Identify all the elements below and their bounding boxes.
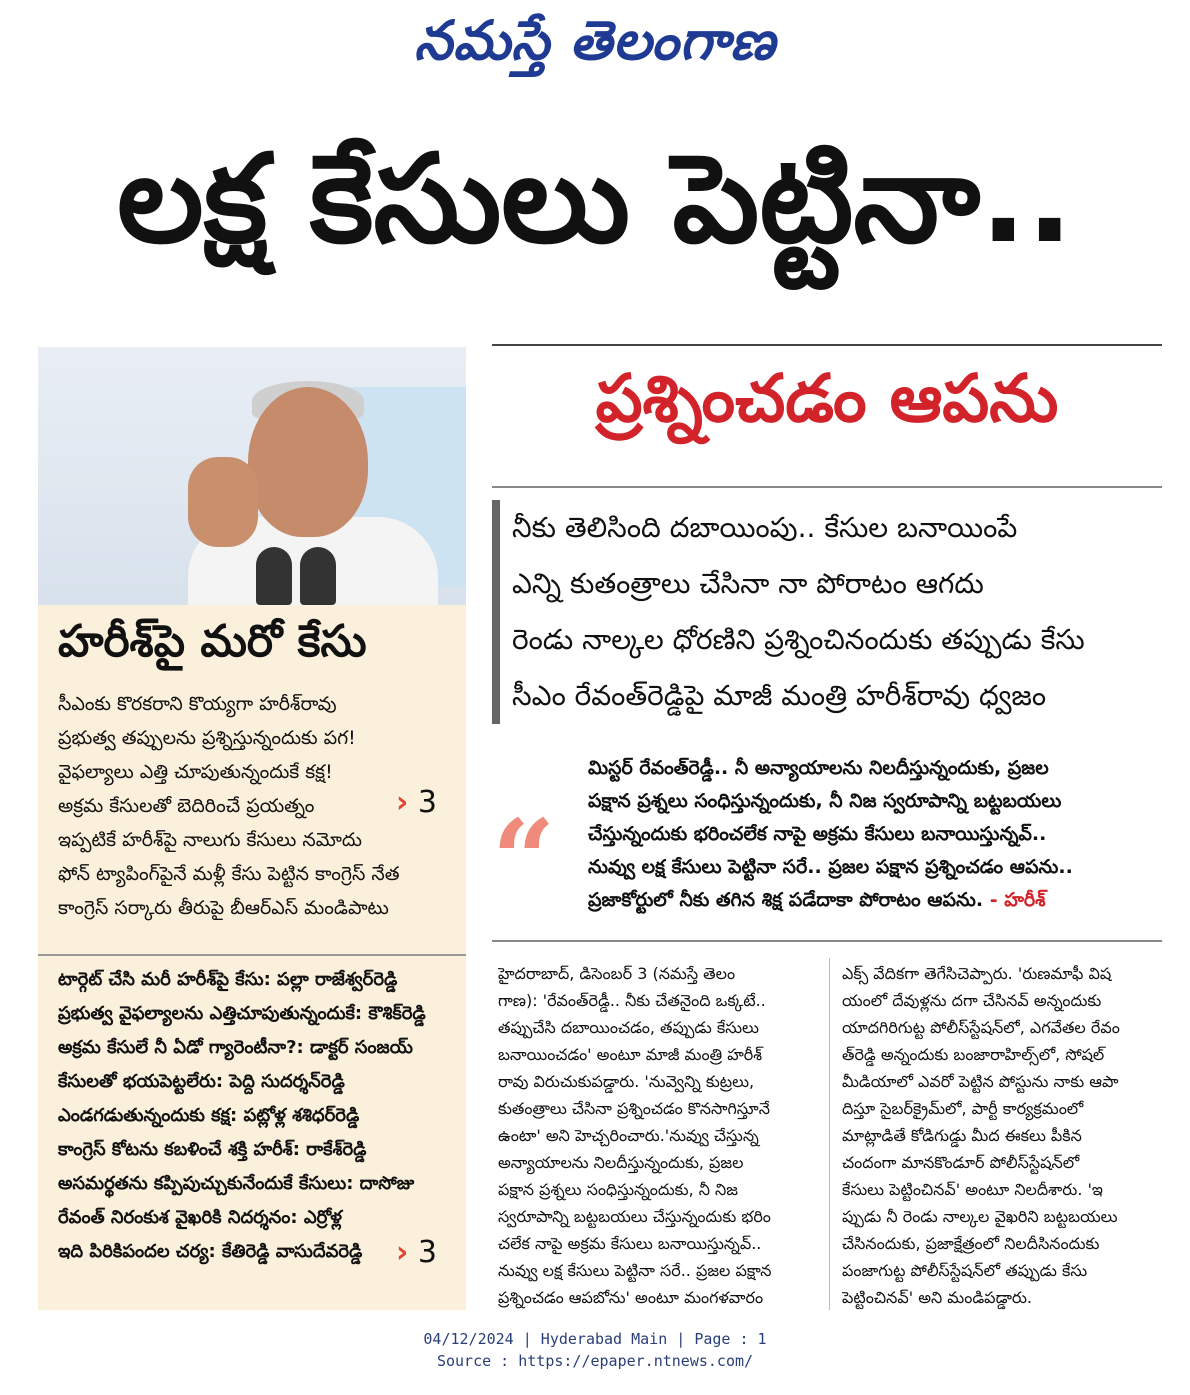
deck-line: సీఎం రేవంత్‌రెడ్డిపై మాజీ మంత్రి హరీశ్‌రావు ధ్వజం bbox=[492, 668, 1162, 724]
quote-icon: “ bbox=[492, 795, 556, 924]
related-headline: ఎండగడుతున్నందుకు కక్ష: పట్లోళ్ల శశిధర్‌రెడ్డి bbox=[58, 1105, 360, 1126]
quote-line: చేస్తున్నందుకు భరించలేక నాపై అక్రమ కేసులు బనాయిస్తున్నవ్.. bbox=[588, 823, 1047, 845]
divider bbox=[492, 344, 1162, 346]
photo-figure-hand bbox=[188, 457, 258, 547]
body-line: త్‌రెడ్డి అన్నందుకు బంజారాహిల్స్‌లో, సోషల్ bbox=[842, 1045, 1105, 1064]
body-line: కుతంత్రాలు చేసినా ప్రశ్నించడం కొనసాగిస్తూనే bbox=[498, 1099, 770, 1118]
body-line: యంలో దేవుళ్లను దగా చేసినవ్ అన్నందుకు bbox=[842, 991, 1102, 1010]
page-reference bbox=[396, 1235, 437, 1270]
microphone-icon bbox=[300, 547, 336, 605]
body-line: ప్రశ్నించడం ఆపబోను' అంటూ మంగళవారం bbox=[498, 1288, 764, 1307]
body-line: రావు విరుచుకుపడ్డారు. 'నువ్వెన్ని కుట్రలు, bbox=[498, 1072, 755, 1091]
divider bbox=[492, 940, 1162, 942]
footer-source-link[interactable]: Source : https://epaper.ntnews.com/ bbox=[436, 1352, 754, 1370]
related-headline: ప్రభుత్వ వైఫల్యాలను ఎత్తిచూపుతున్నందుకే: కౌశిక్‌రెడ్డి bbox=[58, 1003, 426, 1024]
related-headline: అసమర్థతను కప్పిపుచ్చుకునేందుకే కేసులు: దాసోజు bbox=[58, 1173, 415, 1194]
body-line: హైదరాబాద్, డిసెంబర్ 3 (నమస్తే తెలం bbox=[498, 964, 736, 983]
related-headline: అక్రమ కేసులే నీ ఏడో గ్యారెంటీనా?: డాక్టర్ సంజయ్ bbox=[58, 1037, 413, 1058]
quote-last-line: ప్రజాకోర్టులో నీకు తగిన శిక్ష పడేదాకా పోరాటం ఆపను. bbox=[588, 889, 984, 911]
newspaper-masthead: నమస్తే తెలంగాణ bbox=[414, 8, 776, 72]
quote-line: పక్షాన ప్రశ్నలు సంధిస్తున్నందుకు, నీ నిజ స్వరూపాన్ని బట్టబయలు bbox=[588, 790, 1062, 812]
body-line: గాణ): 'రేవంత్‌రెడ్డీ.. నీకు చేతనైంది ఒక్కటే.. bbox=[498, 991, 766, 1010]
list-item: ఫోన్ ట్యాపింగ్‌పైనే మళ్లీ కేసు పెట్టిన కాంగ్రెస్ నేత bbox=[58, 863, 400, 885]
body-line: బనాయించడం' అంటూ మాజీ మంత్రి హరీశ్ bbox=[498, 1045, 763, 1064]
page-ref-number: 3 bbox=[417, 785, 438, 820]
sidebar-heading: హరీశ్‌పై మరో కేసు bbox=[58, 616, 367, 667]
quote-line: మిస్టర్ రేవంత్‌రెడ్డీ.. నీ అన్యాయాలను నిలదీస్తున్నందుకు, ప్రజల bbox=[588, 757, 1049, 779]
body-line: చందంగా మానకొండూర్ పోలీస్‌స్టేషన్‌లో bbox=[842, 1153, 1080, 1172]
body-line: పంజాగుట్ట పోలీస్‌స్టేషన్‌లో తప్పుడు కేసు bbox=[842, 1261, 1088, 1280]
body-line: అన్యాయాలను నిలదీస్తున్నందుకు, ప్రజల bbox=[498, 1153, 744, 1172]
sidebar-divider bbox=[38, 954, 466, 956]
sub-headline: ప్రశ్నించడం ఆపను bbox=[595, 360, 1059, 437]
body-column-2 bbox=[842, 960, 1162, 1311]
divider bbox=[492, 486, 1162, 488]
body-line: పెట్టించినవ్' అని మండిపడ్డారు. bbox=[842, 1288, 1032, 1307]
photo-figure-face bbox=[248, 387, 368, 537]
quote-line bbox=[588, 884, 1156, 917]
footer-edition-info: 04/12/2024 | Hyderabad Main | Page : 1 bbox=[423, 1330, 767, 1348]
quote-attribution: - హరీశ్ bbox=[989, 889, 1046, 911]
news-photo bbox=[38, 347, 466, 605]
column-divider bbox=[829, 958, 830, 1310]
deck-line: ఎన్ని కుతంత్రాలు చేసినా నా పోరాటం ఆగదు bbox=[492, 556, 1162, 612]
sidebar-box bbox=[38, 605, 466, 1310]
list-item: వైఫల్యాలు ఎత్తి చూపుతున్నందుకే కక్ష! bbox=[58, 761, 333, 783]
chevron-right-icon: › bbox=[396, 785, 409, 820]
chevron-right-icon: › bbox=[396, 1235, 409, 1270]
body-line: చేసినందుకు, ప్రజాక్షేత్రంలో నిలదీసినందుకు bbox=[842, 1234, 1100, 1253]
body-line: తప్పుచేసి దబాయించడం, తప్పుడు కేసులు bbox=[498, 1018, 759, 1037]
main-headline: లక్ష కేసులు పెట్టినా.. bbox=[117, 128, 1073, 270]
body-line: దిస్తూ సైబర్‌క్రైమ్‌లో, పార్టీ కార్యక్రమంలో bbox=[842, 1099, 1084, 1118]
related-headline: కేసులతో భయపెట్టలేరు: పెద్ది సుదర్శన్‌రెడ్డి bbox=[58, 1071, 345, 1092]
list-item: కాంగ్రెస్ సర్కారు తీరుపై బీఆర్‌ఎస్ మండిపాటు bbox=[58, 897, 389, 919]
body-line: ఉంటా' అని హెచ్చరించారు.'నువ్వు చేస్తున్న bbox=[498, 1126, 759, 1145]
deck-line: రెండు నాల్కల ధోరణిని ప్రశ్నించినందుకు తప్పుడు కేసు bbox=[492, 612, 1162, 668]
pull-quote bbox=[588, 752, 1156, 917]
body-column-1 bbox=[498, 960, 818, 1311]
body-line: యాదగిరిగుట్ట పోలీస్‌స్టేషన్‌లో, ఎగవేతల రేవం bbox=[842, 1018, 1120, 1037]
microphone-icon bbox=[256, 547, 292, 605]
related-headlines bbox=[58, 963, 458, 1269]
body-line: చలేక నాపై అక్రమ కేసులు బనాయిస్తున్నవ్.. bbox=[498, 1234, 762, 1253]
body-line: ప్పుడు నీ రెండు నాల్కల వైఖరిని బట్టబయలు bbox=[842, 1207, 1118, 1226]
body-line: మాట్లాడితే కోడిగుడ్డు మీద ఈకలు పీకిన bbox=[842, 1126, 1082, 1145]
quote-line: నువ్వు లక్ష కేసులు పెట్టినా సరే.. ప్రజల పక్షాన ప్రశ్నించడం ఆపను.. bbox=[588, 856, 1073, 878]
body-line: కేసులు పెట్టించినవ్' అంటూ నిలదీశారు. 'ఇ bbox=[842, 1180, 1103, 1199]
list-item: అక్రమ కేసులతో బెదిరించే ప్రయత్నం bbox=[58, 795, 315, 817]
related-headline: ఇది పిరికిపందల చర్య: కేతిరెడ్డి వాసుదేవరెడ్డి bbox=[58, 1241, 363, 1262]
page-reference bbox=[396, 785, 437, 820]
body-line: పక్షాన ప్రశ్నలు సంధిస్తున్నందుకు, నీ నిజ bbox=[498, 1180, 738, 1199]
page-ref-number: 3 bbox=[417, 1235, 438, 1270]
list-item: ఇప్పటికే హరీశ్‌పై నాలుగు కేసులు నమోదు bbox=[58, 829, 362, 851]
sidebar-points bbox=[58, 687, 438, 925]
body-line: మీడియాలో ఎవరో పెట్టిన పోస్టును నాకు ఆపా bbox=[842, 1072, 1119, 1091]
body-line: ఎక్స్ వేదికగా తెగేసిచెప్పారు. 'రుణమాఫీ విష bbox=[842, 964, 1112, 983]
related-headline: రేవంత్ నిరంకుశ వైఖరికి నిదర్శనం: ఎర్రోళ్ల bbox=[58, 1207, 343, 1228]
related-headline: కాంగ్రెస్ కోటను కబళించే శక్తి హరీశ్: రాకేశ్‌రెడ్డి bbox=[58, 1139, 367, 1160]
deck-line: నీకు తెలిసింది దబాయింపు.. కేసుల బనాయింపే bbox=[492, 500, 1162, 556]
body-line: స్వరూపాన్ని బట్టబయలు చేస్తున్నందుకు భరిం bbox=[498, 1207, 771, 1226]
list-item: సీఎంకు కొరకరాని కొయ్యగా హరీశ్‌రావు bbox=[58, 693, 337, 715]
deck-lines bbox=[492, 500, 1162, 724]
body-line: నువ్వు లక్ష కేసులు పెట్టినా సరే.. ప్రజల పక్షాన bbox=[498, 1261, 772, 1280]
related-headline: టార్గెట్ చేసి మరీ హరీశ్‌పై కేసు: పల్లా రాజేశ్వర్‌రెడ్డి bbox=[58, 969, 398, 990]
list-item: ప్రభుత్వ తప్పులను ప్రశ్నిస్తున్నందుకు పగ! bbox=[58, 727, 356, 749]
